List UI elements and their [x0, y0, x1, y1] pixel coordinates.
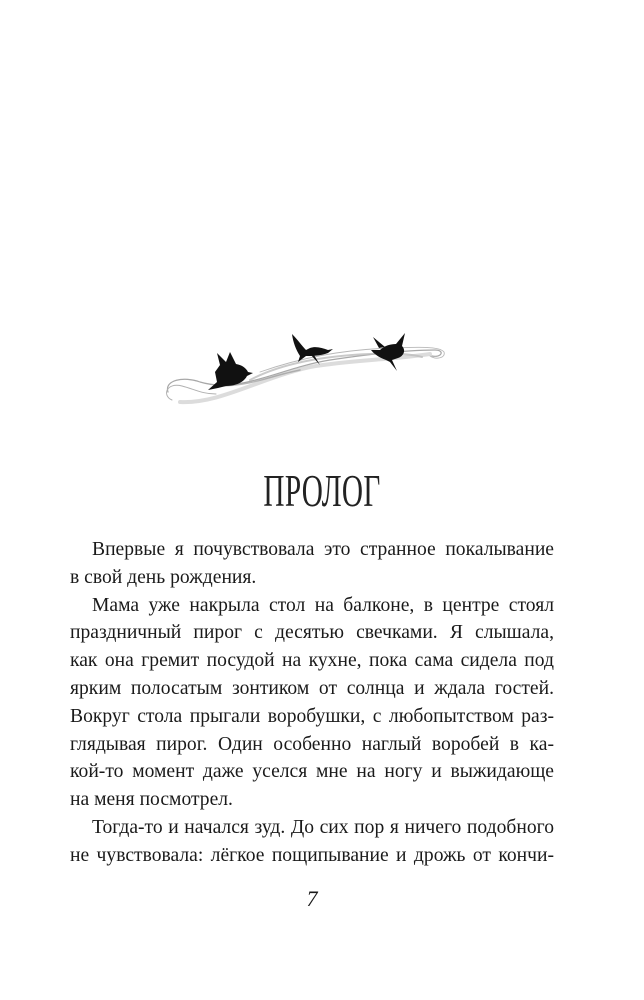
- text-line: не чувствовала: лёгкое пощипывание и дрожь от кончи-: [70, 844, 554, 866]
- birds-illustration: [160, 320, 450, 415]
- text-line: Тогда-то и начался зуд. До сих пор я ничего подобного: [92, 816, 554, 838]
- text-line: в свой день рождения.: [70, 566, 257, 588]
- paragraph: [70, 536, 554, 592]
- text-line: Вокруг стола прыгали воробушки, с любопытством раз-: [70, 705, 554, 727]
- text-line: глядывая пирог. Один особенно наглый воробей в ка-: [70, 733, 554, 755]
- paragraph: [70, 592, 554, 814]
- text-line: Впервые я почувствовала это странное покалывание: [92, 539, 554, 560]
- paragraph: [70, 814, 554, 870]
- bird-icon: [208, 352, 253, 390]
- text-line: Мама уже накрыла стол на балконе, в центре стоял: [92, 594, 554, 616]
- text-line: на меня посмотрел.: [70, 789, 233, 811]
- text-line: праздничный пирог с десятью свечками. Я слышала,: [70, 622, 554, 644]
- text-line: ярким полосатым зонтиком от солнца и ждала гостей.: [70, 677, 554, 699]
- text-line: кой-то момент даже уселся мне на ногу и выжидающе: [70, 761, 554, 783]
- chapter-title: ПРОЛОГ: [263, 466, 381, 516]
- bird-icon: [371, 333, 405, 371]
- page-number: 7: [306, 886, 318, 911]
- bird-icon-wing: [373, 337, 385, 348]
- body-text: [70, 536, 554, 870]
- text-line: как она гремит посудой на кухне, пока сама сидела под: [70, 650, 554, 672]
